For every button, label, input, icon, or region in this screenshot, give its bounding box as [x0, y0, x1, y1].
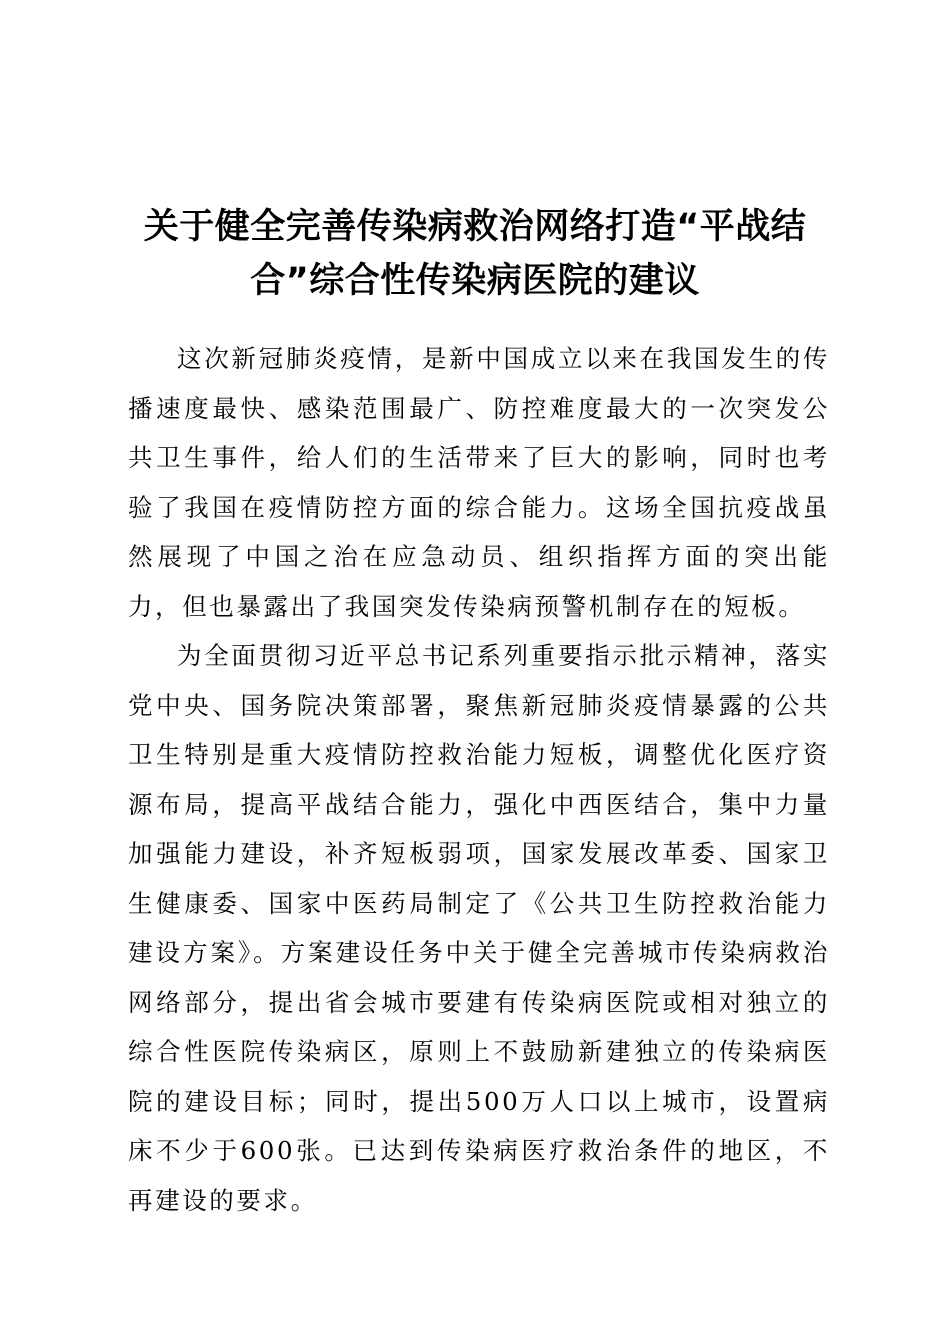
paragraph-2: 为全面贯彻习近平总书记系列重要指示批示精神，落实党中央、国务院决策部署，聚焦新冠肺炎疫情暴露的公共卫生特别是重大疫情防控救治能力短板，调整优化医疗资源布局，提高平战结合能力，强化中西医结合，集中力量加强能力建设，补齐短板弱项，国家发展改革委、国家卫生健康委、国家中医药局制定了《公共卫生防控救治能力建设方案》。方案建设任务中关于健全完善城市传染病救治网络部分，提出省会城市要建有传染病医院或相对独立的综合性医院传染病区，原则上不鼓励新建独立的传染病医院的建设目标；同时，提出500万人口以上城市，设置病床不少于600张。已达到传染病医疗救治条件的地区，不再建设的要求。 [128, 641, 830, 1215]
title-line-1: 关于健全完善传染病救治网络打造“平战结 [143, 207, 807, 247]
document-body [128, 334, 830, 1225]
paragraph-1: 这次新冠肺炎疫情，是新中国成立以来在我国发生的传播速度最快、感染范围最广、防控难度最大的一次突发公共卫生事件，给人们的生活带来了巨大的影响，同时也考验了我国在疫情防控方面的综合能力。这场全国抗疫战虽然展现了中国之治在应急动员、组织指挥方面的突出能力，但也暴露出了我国突发传染病预警机制存在的短板。 [128, 344, 830, 621]
title-line-2: 合”综合性传染病医院的建议 [250, 261, 700, 301]
document-title [0, 200, 950, 308]
